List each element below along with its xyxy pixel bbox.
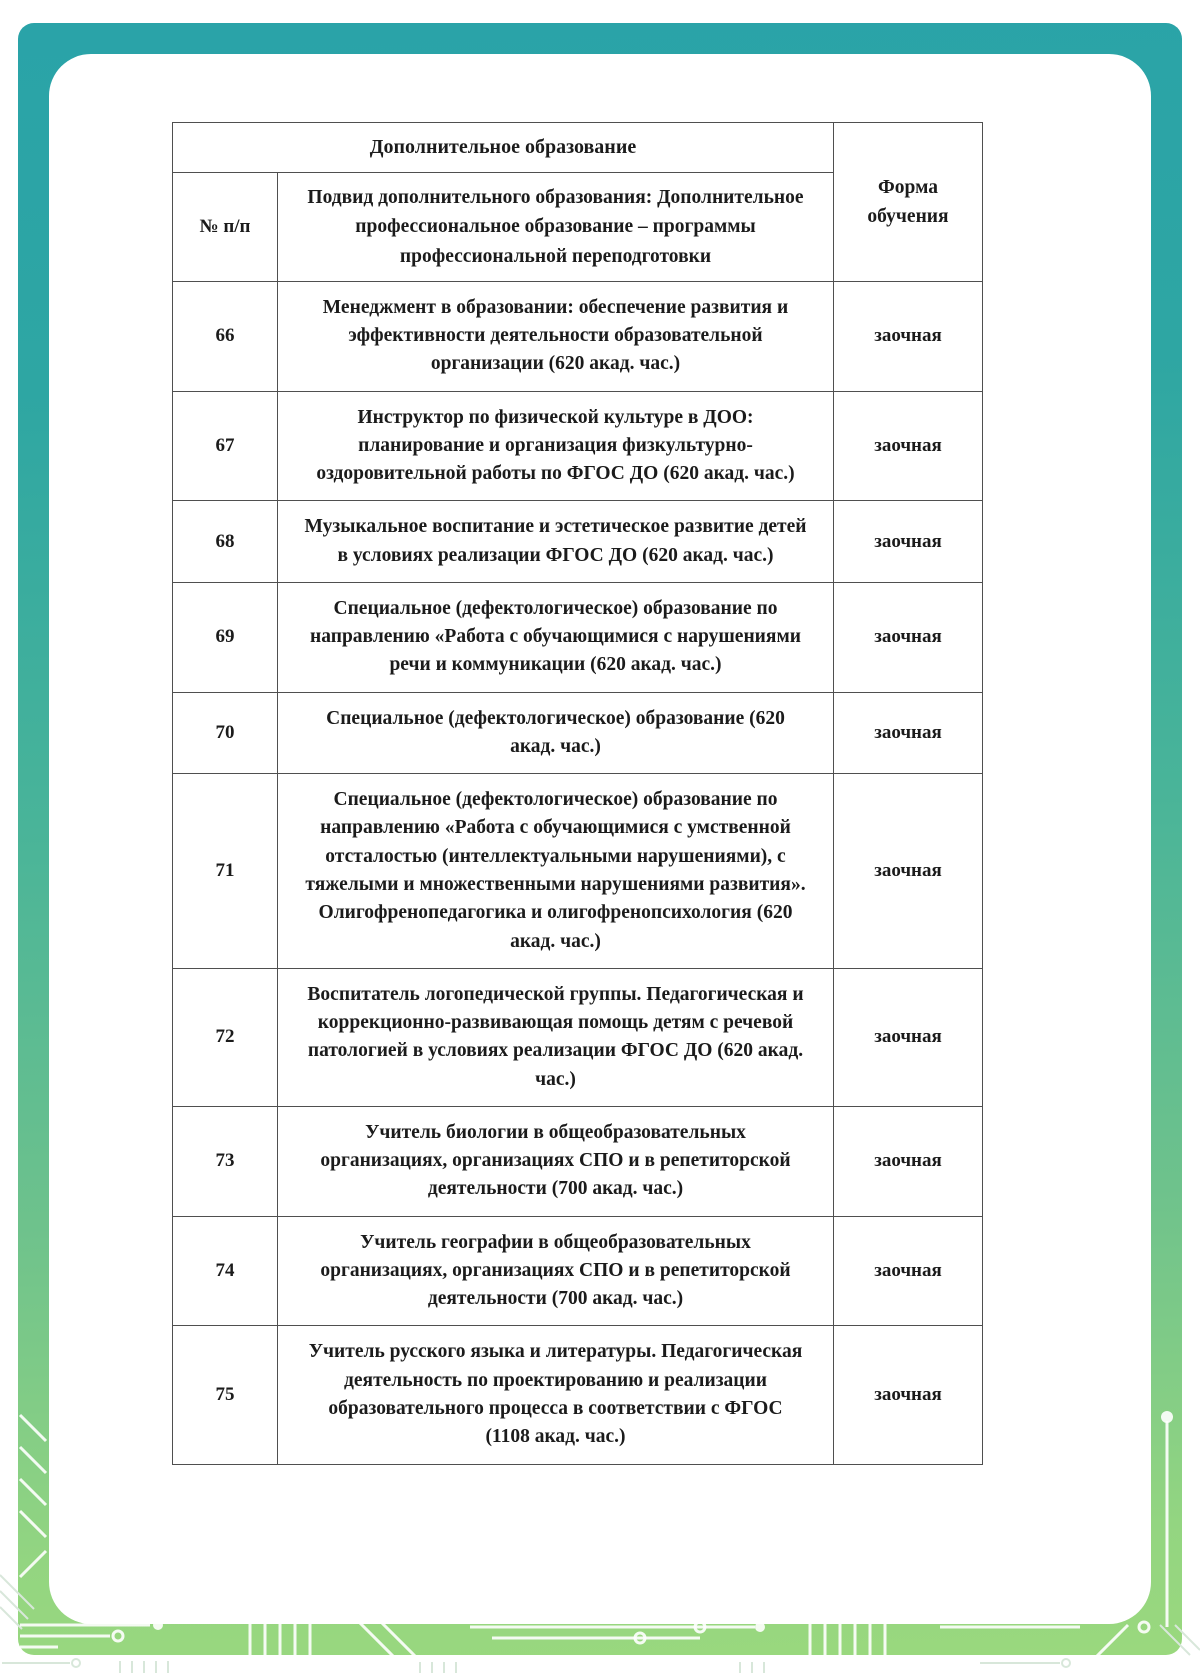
row-number-cell: 72 — [173, 968, 278, 1106]
num-column-header: № п/п — [173, 173, 278, 282]
study-form-cell: заочная — [834, 281, 983, 391]
row-number-cell: 66 — [173, 281, 278, 391]
table-row — [173, 968, 983, 1106]
group-header-cell: Дополнительное образование — [173, 123, 834, 173]
row-number-cell: 67 — [173, 391, 278, 501]
row-number-cell: 69 — [173, 582, 278, 692]
study-form-cell: заочная — [834, 501, 983, 583]
program-name-cell: Учитель русского языка и литературы. Педагогическая деятельность по проектированию и реализации образовательного процесса в соответствии с ФГОС (1108 акад. час.) — [278, 1326, 834, 1464]
study-form-cell: заочная — [834, 582, 983, 692]
study-form-cell: заочная — [834, 1106, 983, 1216]
row-number-cell: 68 — [173, 501, 278, 583]
study-form-cell: заочная — [834, 1326, 983, 1464]
program-column-header: Подвид дополнительного образования: Дополнительное профессиональное образование – программы профессиональной переподготовки — [278, 173, 834, 282]
row-number-cell: 71 — [173, 774, 278, 969]
program-name-cell: Менеджмент в образовании: обеспечение развития и эффективности деятельности образовательной организации (620 акад. час.) — [278, 281, 834, 391]
row-number-cell: 73 — [173, 1106, 278, 1216]
row-number-cell: 75 — [173, 1326, 278, 1464]
row-number-cell: 70 — [173, 692, 278, 774]
study-form-cell: заочная — [834, 968, 983, 1106]
row-number-cell: 74 — [173, 1216, 278, 1326]
study-form-cell: заочная — [834, 1216, 983, 1326]
table-row — [173, 1106, 983, 1216]
program-name-cell: Специальное (дефектологическое) образование по направлению «Работа с обучающимися с умственной отсталостью (интеллектуальными нарушениями), с тяжелыми и множественными нарушениями развития». Олигофренопедагогика и олигофренопсихология (620 акад. час.) — [278, 774, 834, 969]
study-form-cell: заочная — [834, 774, 983, 969]
study-form-cell: заочная — [834, 692, 983, 774]
table-row — [173, 1326, 983, 1464]
table-row — [173, 582, 983, 692]
program-name-cell: Учитель биологии в общеобразовательных организациях, организациях СПО и в репетиторской деятельности (700 акад. час.) — [278, 1106, 834, 1216]
program-name-cell: Воспитатель логопедической группы. Педагогическая и коррекционно-развивающая помощь детям с речевой патологией в условиях реализации ФГОС ДО (620 акад. час.) — [278, 968, 834, 1106]
table-row — [173, 281, 983, 391]
table-row — [173, 501, 983, 583]
study-form-cell: заочная — [834, 391, 983, 501]
program-name-cell: Учитель географии в общеобразовательных организациях, организациях СПО и в репетиторской деятельности (700 акад. час.) — [278, 1216, 834, 1326]
form-column-header: Форма обучения — [834, 123, 983, 282]
table-row — [173, 391, 983, 501]
program-name-cell: Музыкальное воспитание и эстетическое развитие детей в условиях реализации ФГОС ДО (620 акад. час.) — [278, 501, 834, 583]
program-name-cell: Специальное (дефектологическое) образование (620 акад. час.) — [278, 692, 834, 774]
program-name-cell: Инструктор по физической культуре в ДОО: планирование и организация физкультурно-оздоровительной работы по ФГОС ДО (620 акад. час.) — [278, 391, 834, 501]
table-group-header-row — [173, 123, 983, 173]
programs-table — [172, 122, 983, 1465]
table-row — [173, 1216, 983, 1326]
program-name-cell: Специальное (дефектологическое) образование по направлению «Работа с обучающимися с нарушениями речи и коммуникации (620 акад. час.) — [278, 582, 834, 692]
table-row — [173, 774, 983, 969]
table-row — [173, 692, 983, 774]
